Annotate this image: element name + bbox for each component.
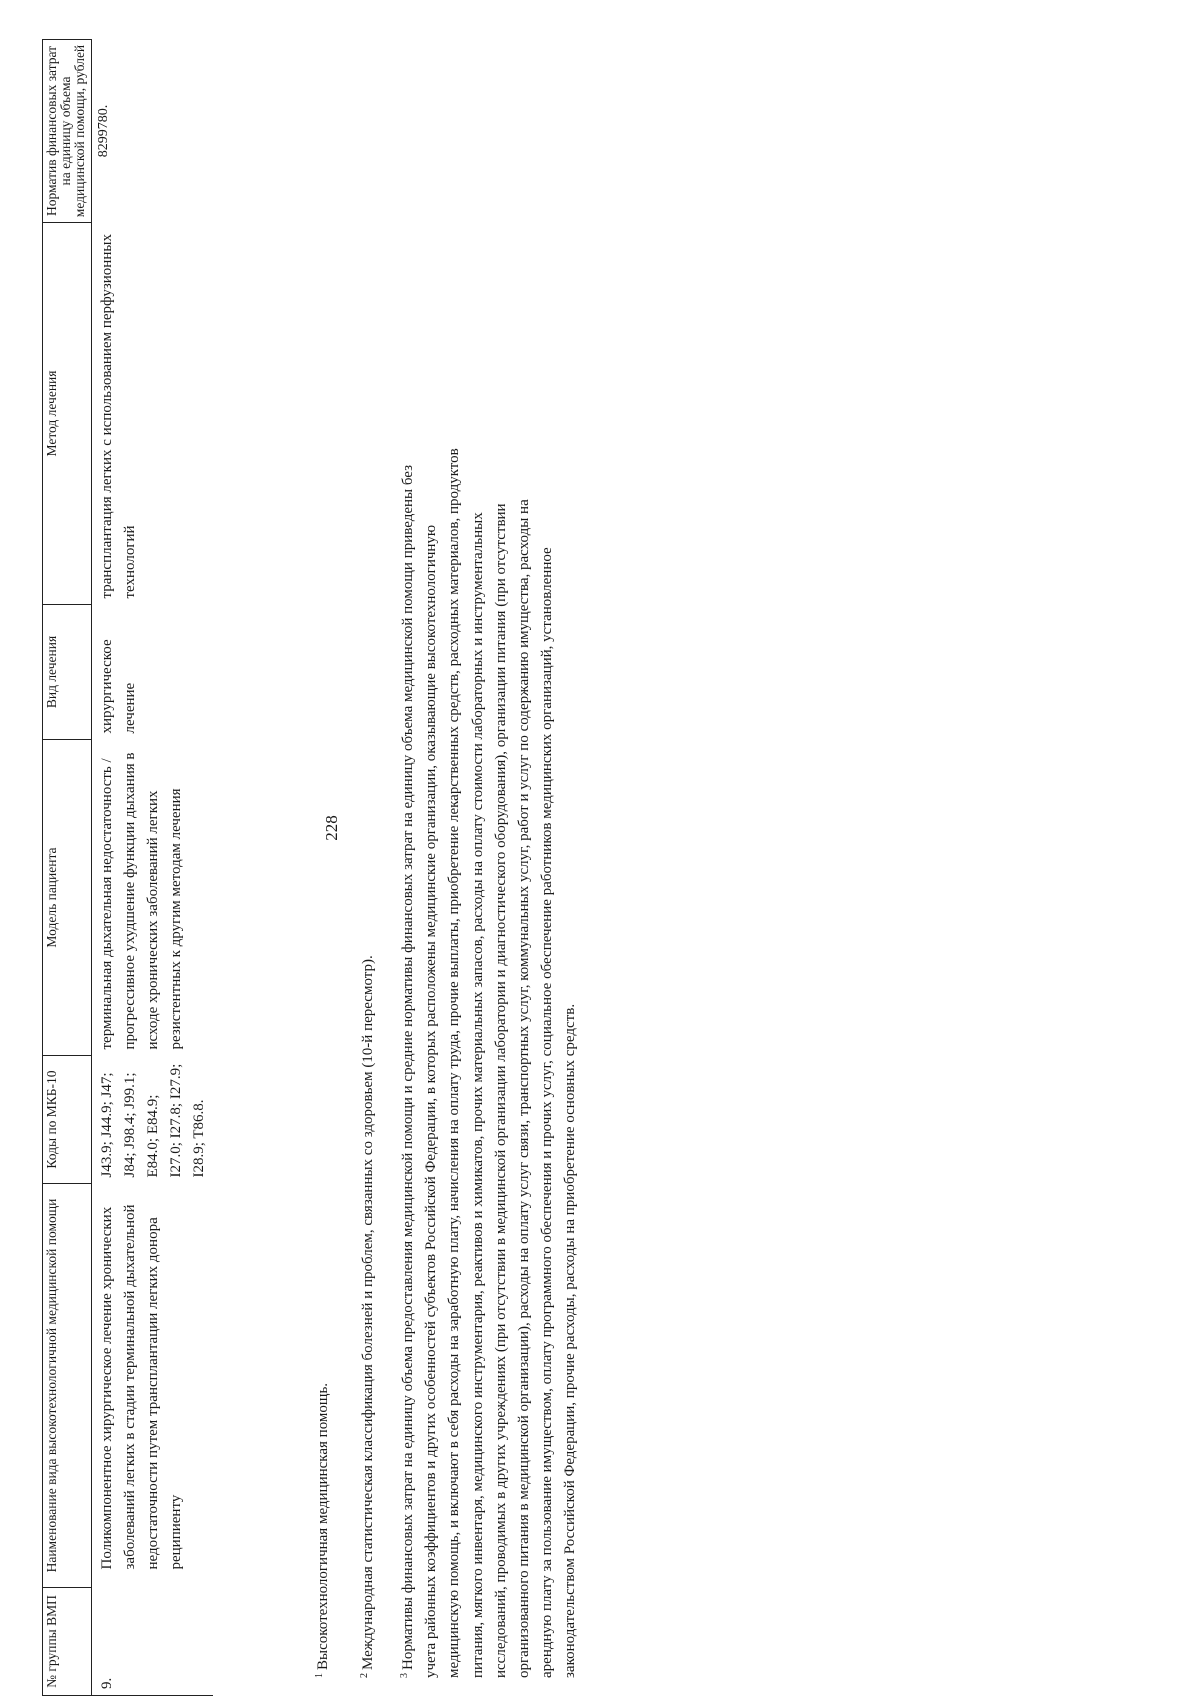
footnote-mark: 3 (399, 1673, 410, 1678)
cell-treatment-method: трансплантация легких с использованием перфузионных технологий (99, 234, 138, 599)
cell-care-name: Поликомпонентное хирургическое лечение хронических заболеваний легких в стадии терминальной дыхательной недостаточности путем трансплантации легких донора реципиенту (99, 1204, 184, 1570)
cell-icd-codes: J43.9; J44.9; J47; J84; J98.4; J99.1; E84.0; E84.9; I27.0; I27.8; I27.9; I28.9; T86.8. (99, 1063, 207, 1178)
table-row (92, 40, 214, 1696)
footnote-text: Нормативы финансовых затрат на единицу объема предоставления медицинской помощи и средние нормативы финансовых затрат на единицу объема медицинской помощи приведены без учета районных коэффициентов и других особенностей субъектов Российской Федерации, в которых расположены медицинские организации, оказывающие высокотехнологичную медицинскую помощь, и включают в себя расходы на заработную плату, начисления на оплату труда, прочие выплаты, приобретение лекарственных средств, расходных материалов, продуктов питания, мягкого инвентаря, медицинского инструментария, реактивов и химикатов, прочих материальных запасов, расходы на оплату стоимости лабораторных и инструментальных исследований, проводимых в других учреждениях (при отсутствии в медицинской организации лаборатории и диагностического оборудования), организации питания (при отсутствии организованного питания в медицинской организации), расходы на оплату услуг связи, транспортных услуг, коммунальных услуг, работ и услуг по содержанию имущества, расходы на арендную плату за пользование имуществом, оплату программного обеспечения и прочих услуг, социальное обеспечение работников медицинских организаций, установленное законодательством Российской Федерации, прочие расходы, расходы на приобретение основных средств. (400, 448, 579, 1678)
footnote-mark: 2 (359, 1673, 370, 1678)
cell-cost-standard: 8299780. (96, 104, 111, 158)
cell-treatment-kind: хирургическое лечение (99, 639, 138, 734)
footnote-text: Международная статистическая классификация болезней и проблем, связанных со здоровьем (10-й пересмотр). (360, 955, 376, 1670)
header-cost-standard: Норматив финансовых затрат на единицу объема медицинской помощи, рублей (43, 40, 92, 223)
header-icd-codes: Коды по МКБ-10 (43, 1056, 92, 1184)
header-care-name: Наименование вида высокотехнологичной медицинской помощи (43, 1184, 92, 1588)
table-header-row (43, 40, 92, 1696)
footnote-mark: 1 (314, 1673, 325, 1678)
footnote-2 (357, 438, 380, 1678)
header-group-number: № группы ВМП (43, 1588, 92, 1696)
page-number: 228 (322, 815, 341, 841)
header-treatment-method: Метод лечения (43, 223, 92, 605)
cell-group-number: 9. (92, 1588, 214, 1696)
header-treatment-kind: Вид лечения (43, 605, 92, 740)
cell-patient-model: терминальная дыхательная недостаточность / прогрессивное ухудшение функции дыхания в исходе хронических заболеваний легких резистентных к другим методам лечения (99, 752, 184, 1050)
footnote-3 (397, 438, 583, 1678)
header-patient-model: Модель пациента (43, 740, 92, 1056)
footnote-1 (312, 438, 335, 1678)
vmp-table (42, 39, 213, 1696)
footnote-text: Высокотехнологичная медицинская помощь. (315, 1382, 331, 1670)
